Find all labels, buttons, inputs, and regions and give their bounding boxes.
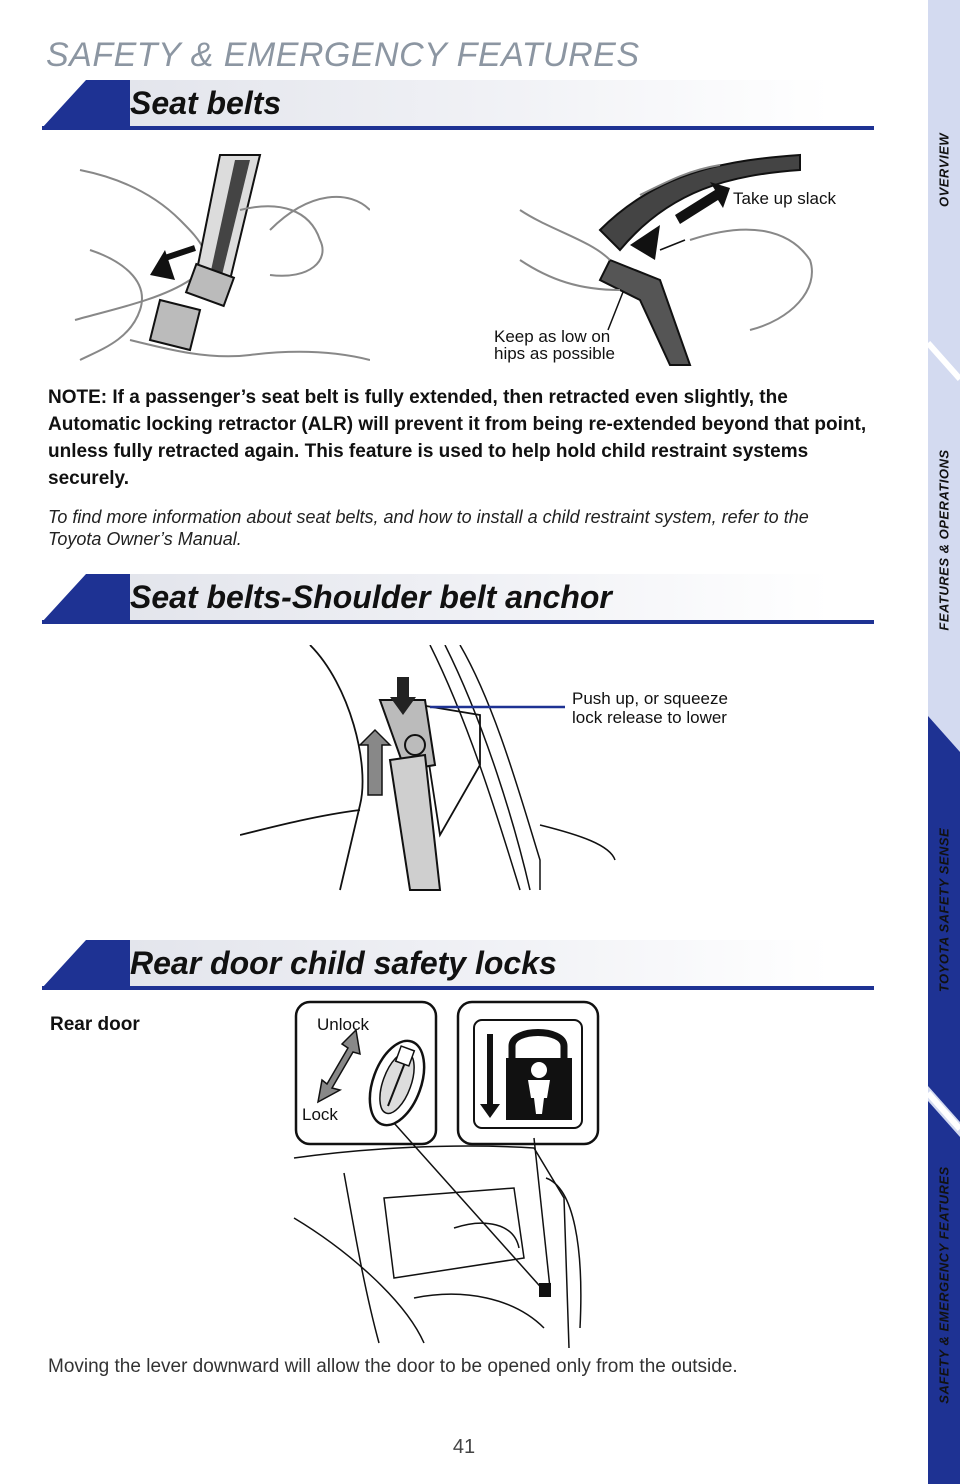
lock-label: Lock (302, 1105, 338, 1124)
page-title: SAFETY & EMERGENCY FEATURES (46, 36, 640, 74)
callout-push-up-line-1: Push up, or squeeze (572, 689, 728, 708)
seat-belt-adjust-illustration (490, 150, 850, 370)
sidebar-item-overview[interactable]: OVERVIEW (936, 132, 952, 208)
child-lock-caption: Moving the lever downward will allow the door to be opened only from the outside. (48, 1356, 738, 1377)
section-title-shoulder-anchor: Seat belts-Shoulder belt anchor (130, 579, 612, 615)
sidebar-item-toyota-safety-sense[interactable]: TOYOTA SAFETY SENSE (936, 827, 952, 993)
sidebar-item-features-operations[interactable]: FEATURES & OPERATIONS (936, 449, 952, 631)
seat-belt-buckle-illustration (70, 150, 370, 370)
unlock-label: Unlock (317, 1015, 369, 1034)
section-title-seat-belts: Seat belts (130, 85, 282, 121)
callout-keep-low-line-2: hips as possible (494, 344, 615, 363)
callout-push-up-line-2: lock release to lower (572, 708, 727, 727)
child-lock-illustration (284, 998, 614, 1348)
shoulder-belt-anchor-illustration (240, 645, 740, 895)
callout-keep-low-line-1: Keep as low on (494, 327, 611, 346)
callout-take-up-slack: Take up slack (733, 189, 836, 208)
sidebar-item-safety-emergency[interactable]: SAFETY & EMERGENCY FEATURES (936, 1166, 952, 1404)
alr-note: NOTE: If a passenger’s seat belt is fully extended, then retracted even slightly, the Automatic locking retractor (ALR) will prevent it from being re-extended beyond that point, unless fully retracted again. This feature is used to help hold child restraint systems securely. (48, 387, 867, 489)
section-title-child-locks: Rear door child safety locks (130, 945, 557, 981)
page-number: 41 (452, 1436, 476, 1458)
child-icon (531, 1062, 547, 1078)
rear-door-label: Rear door (50, 1014, 140, 1035)
owners-manual-reference: To find more information about seat belts, and how to install a child restraint system, refer to the Toyota Owner’s Manual. (48, 507, 809, 549)
